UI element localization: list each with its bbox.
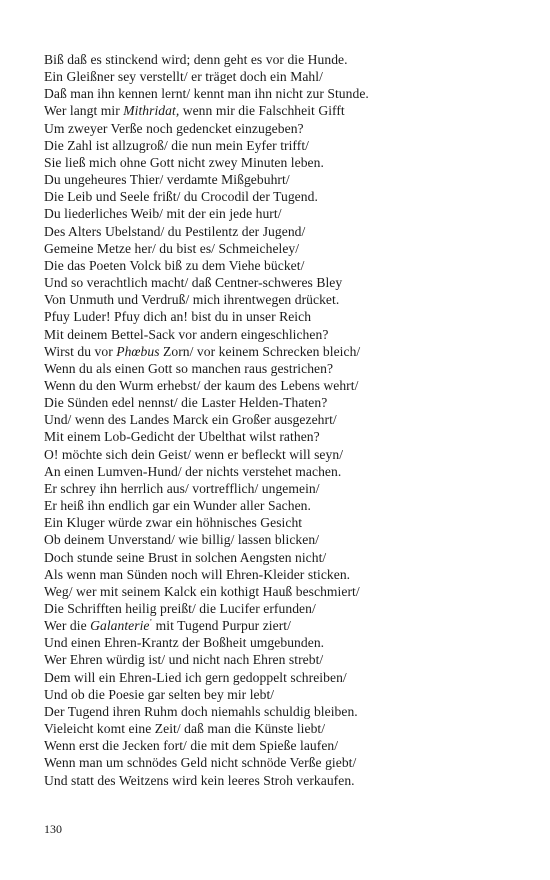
line-text: Wenn man um schnödes Geld nicht schnöde Verße giebt/ <box>44 755 357 771</box>
line-text: An einen Lumven-Hund/ der nichts verstehet machen. <box>44 463 342 479</box>
line-text: Als wenn man Sünden noch will Ehren-Kleider sticken. <box>44 566 351 582</box>
poem-line <box>44 686 524 703</box>
line-text: Die Leib und Seele frißt/ du Crocodil der Tugend. <box>44 189 318 205</box>
line-text: Vieleicht komt eine Zeit/ daß man die Künste liebt/ <box>44 721 326 737</box>
poem-line <box>44 223 524 240</box>
poem-line <box>44 583 524 600</box>
italic-text: Phœbus <box>116 343 160 359</box>
line-text: Die Schrifften heilig preißt/ die Lucifer erfunden/ <box>44 601 316 616</box>
poem-line <box>44 754 524 771</box>
poem-line <box>44 497 524 514</box>
poem-line <box>44 51 524 68</box>
poem-line <box>44 600 524 617</box>
line-text: Dem will ein Ehren-Lied ich gern gedoppelt schreiben/ <box>44 669 347 685</box>
line-text: Er heiß ihn endlich gar ein Wunder aller Sachen. <box>44 498 311 514</box>
line-text: Du liederliches Weib/ mit der ein jede hurt/ <box>44 206 282 222</box>
line-text: Wenn du als einen Gott so manchen raus gestrichen? <box>44 360 334 376</box>
line-text: Daß man ihn kennen lernt/ kennt man ihn nicht zur Stunde. <box>44 86 369 102</box>
poem-line <box>44 85 524 102</box>
line-text: Gemeine Metze her/ du bist es/ Schmeicheley/ <box>44 240 300 256</box>
line-text: Wer die <box>44 618 91 634</box>
poem-line <box>44 634 524 651</box>
poem-line <box>44 720 524 737</box>
line-text: Und so verachtlich macht/ daß Centner-schweres Bley <box>44 275 343 291</box>
poem-line <box>44 240 524 257</box>
line-text: mit Tugend Purpur ziert/ <box>152 618 291 634</box>
poem-line <box>44 377 524 394</box>
poem-line <box>44 326 524 343</box>
line-text: Pfuy Luder! Pfuy dich an! bist du in unser Reich <box>44 309 312 325</box>
poem-line <box>44 137 524 154</box>
poem-line <box>44 514 524 531</box>
line-text: Du ungeheures Thier/ verdamte Mißgebuhrt/ <box>44 172 290 188</box>
line-text: Wer langt mir <box>44 103 124 119</box>
line-text: Ein Kluger würde zwar ein höhnisches Gesicht <box>44 515 303 531</box>
line-text: Von Unmuth und Verdruß/ mich ihrentwegen drücket. <box>44 292 340 308</box>
line-text: Mit deinem Bettel-Sack vor andern eingeschlichen? <box>44 326 329 342</box>
italic-text: Galanterie <box>90 618 150 634</box>
line-text: Wer Ehren würdig ist/ und nicht nach Ehren strebt/ <box>44 652 324 668</box>
poem-line <box>44 772 524 789</box>
line-text: Biß daß es stinckend wird; denn geht es vor die Hunde. <box>44 52 348 67</box>
poem-line <box>44 343 524 360</box>
poem-text <box>44 51 524 789</box>
line-text: Des Alters Ubelstand/ du Pestilentz der Jugend/ <box>44 223 306 239</box>
poem-line <box>44 291 524 308</box>
poem-line <box>44 120 524 137</box>
line-text: Um zweyer Verße noch gedencket einzugeben? <box>44 120 304 136</box>
line-text: Weg/ wer mit seinem Kalck ein kothigt Hauß beschmiert/ <box>44 583 360 599</box>
line-text: wenn mir die Falschheit Gifft <box>179 103 345 119</box>
poem-line <box>44 428 524 445</box>
line-text: Der Tugend ihren Ruhm doch niemahls schuldig bleiben. <box>44 703 358 719</box>
line-text: Die Sünden edel nennst/ die Laster Helden-Thaten? <box>44 395 328 411</box>
poem-line <box>44 531 524 548</box>
poem-line <box>44 205 524 222</box>
poem-line <box>44 566 524 583</box>
line-text: Wenn erst die Jecken fort/ die mit dem Spieße laufen/ <box>44 738 339 754</box>
poem-line <box>44 463 524 480</box>
poem-line <box>44 446 524 463</box>
line-text: Wirst du vor <box>44 343 117 359</box>
line-text: Ein Gleißner sey verstellt/ er träget doch ein Mahl/ <box>44 69 323 85</box>
poem-line <box>44 308 524 325</box>
poem-line <box>44 102 524 119</box>
poem-line <box>44 171 524 188</box>
poem-line <box>44 68 524 85</box>
line-text: Die das Poeten Volck biß zu dem Viehe bücket/ <box>44 257 305 273</box>
poem-line <box>44 360 524 377</box>
poem-line <box>44 651 524 668</box>
line-text: Mit einem Lob-Gedicht der Ubelthat wilst rathen? <box>44 429 320 445</box>
line-text: Und ob die Poesie gar selten bey mir lebt/ <box>44 686 275 702</box>
poem-line <box>44 703 524 720</box>
superscript-mark: ’ <box>149 617 153 627</box>
poem-line <box>44 188 524 205</box>
line-text: Wenn du den Wurm erhebst/ der kaum des Lebens wehrt/ <box>44 377 359 393</box>
poem-line <box>44 669 524 686</box>
line-text: Doch stunde seine Brust in solchen Aengsten nicht/ <box>44 549 327 565</box>
poem-line <box>44 274 524 291</box>
line-text: Die Zahl ist allzugroß/ die nun mein Eyfer trifft/ <box>44 137 309 153</box>
page-number: 130 <box>44 822 62 836</box>
poem-line <box>44 154 524 171</box>
line-text: O! möchte sich dein Geist/ wenn er befleckt will seyn/ <box>44 446 344 462</box>
line-text: Ob deinem Unverstand/ wie billig/ lassen blicken/ <box>44 532 320 548</box>
line-text: Er schrey ihn herrlich aus/ vortrefflich/ ungemein/ <box>44 480 320 496</box>
italic-text: Mithridat, <box>123 103 180 119</box>
poem-line <box>44 617 524 634</box>
line-text: Sie ließ mich ohne Gott nicht zwey Minuten leben. <box>44 154 324 170</box>
line-text: Zorn/ vor keinem Schrecken bleich/ <box>159 343 361 359</box>
poem-line <box>44 257 524 274</box>
line-text: Und/ wenn des Landes Marck ein Großer ausgezehrt/ <box>44 412 337 428</box>
poem-line <box>44 737 524 754</box>
poem-line <box>44 549 524 566</box>
line-text: Und statt des Weitzens wird kein leeres Stroh verkaufen. <box>44 772 355 788</box>
poem-line <box>44 411 524 428</box>
poem-line <box>44 480 524 497</box>
poem-line <box>44 394 524 411</box>
line-text: Und einen Ehren-Krantz der Boßheit umgebunden. <box>44 635 325 651</box>
